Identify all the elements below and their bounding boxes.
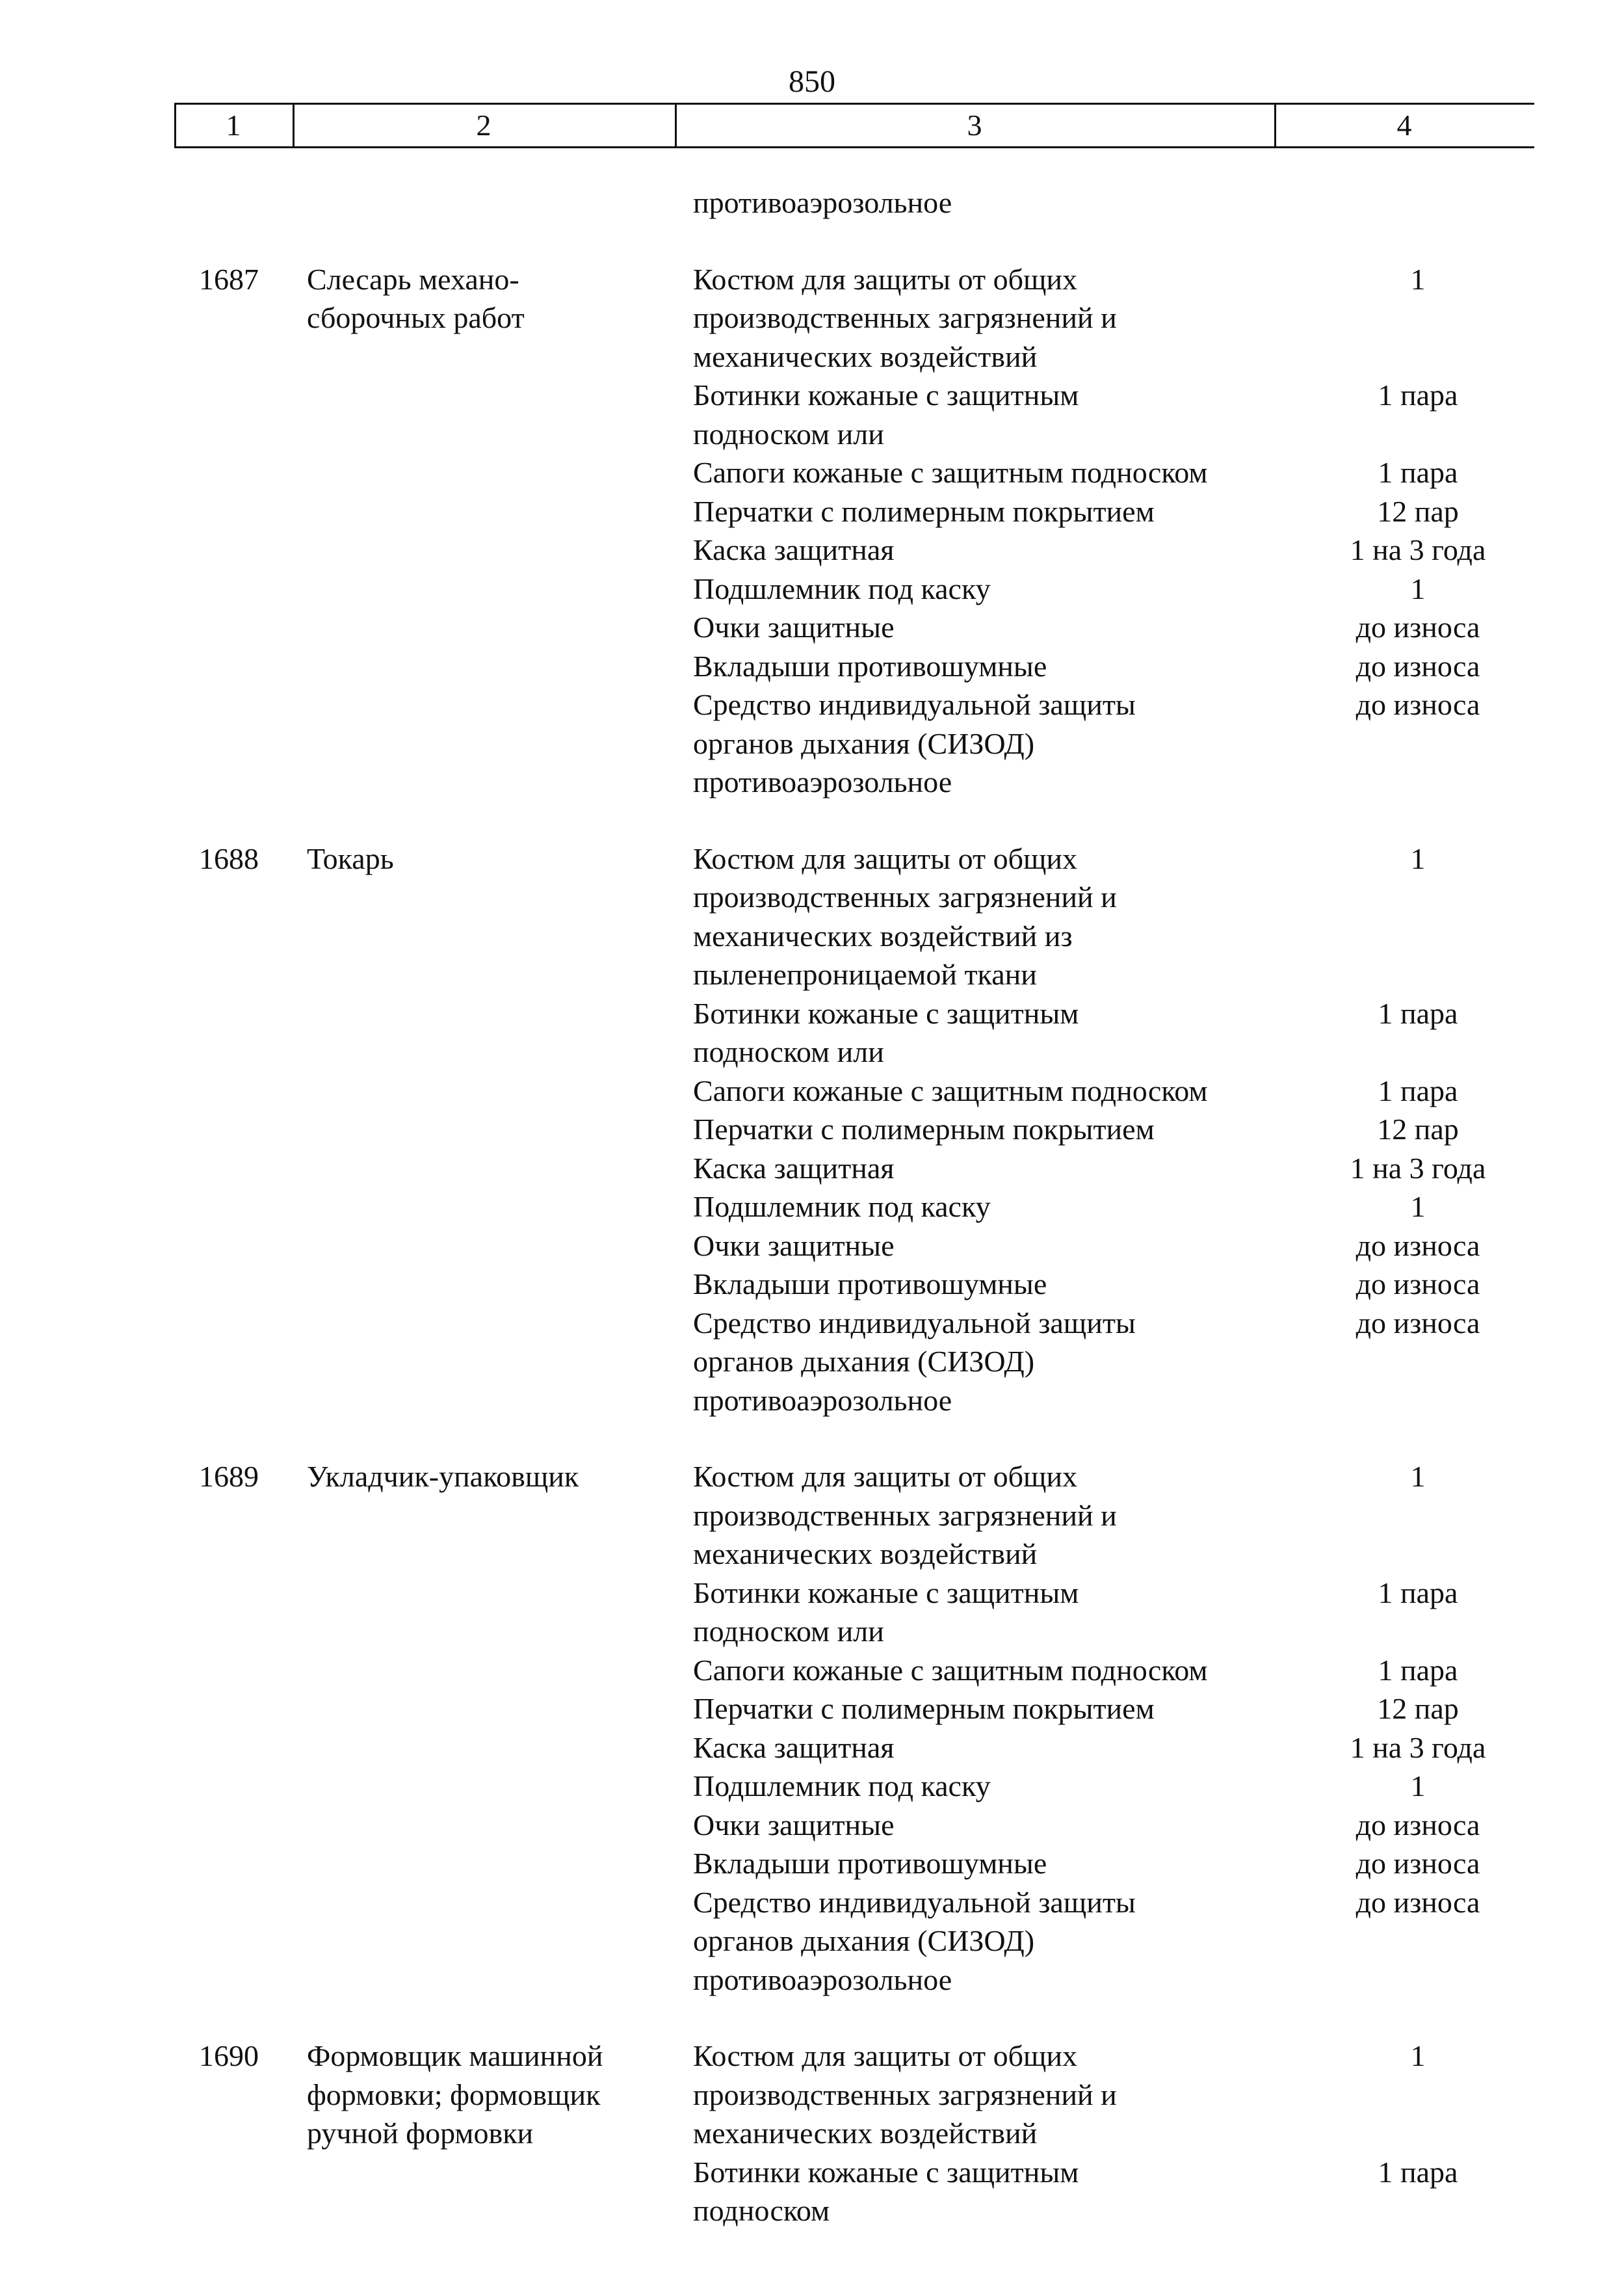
equipment-name-line: подноском или	[693, 1035, 884, 1068]
issue-norm: 12 пар	[1377, 1113, 1459, 1146]
equipment-name	[693, 1265, 1304, 1304]
equipment-item	[693, 1304, 1480, 1420]
equipment-name-line: подноском или	[693, 417, 884, 451]
equipment-name-line: механических воздействий	[693, 1537, 1038, 1570]
row-spacer	[0, 222, 1624, 260]
equipment-name	[693, 839, 1304, 994]
row-number: 1687	[199, 262, 259, 296]
issue-norm: 1	[1410, 262, 1426, 296]
equipment-name-line: Костюм для защиты от общих	[693, 262, 1078, 296]
equipment-name-line: Средство индивидуальной защиты	[693, 688, 1136, 721]
equipment-name-line: Ботинки кожаные с защитным	[693, 996, 1079, 1030]
issue-norm: 1	[1410, 1460, 1426, 1493]
equipment-name-line: Сапоги кожаные с защитным подноском	[693, 456, 1208, 489]
table-row	[0, 839, 1624, 1420]
equipment-name	[693, 570, 1304, 609]
continuation-text: противоаэрозольное	[693, 186, 952, 219]
equipment-name-line: подноском	[693, 2194, 830, 2227]
column-header-equipment: 3	[967, 109, 982, 142]
equipment-name-line: противоаэрозольное	[693, 1383, 952, 1417]
issue-norm: до износа	[1356, 611, 1480, 644]
equipment-name-line: Перчатки с полимерным покрытием	[693, 494, 1155, 528]
equipment-name-line: производственных загрязнений и	[693, 880, 1117, 914]
equipment-name	[693, 1806, 1304, 1845]
equipment-name-line: механических воздействий	[693, 339, 1038, 373]
equipment-item	[693, 2037, 1426, 2153]
issue-norm: до износа	[1356, 1306, 1480, 1339]
occupation-line: сборочных работ	[307, 301, 525, 334]
occupation-name	[307, 839, 658, 878]
equipment-item	[693, 453, 1458, 492]
equipment-list	[693, 2037, 1458, 2230]
equipment-name	[693, 1149, 1304, 1188]
issue-norm: до износа	[1356, 1847, 1480, 1880]
equipment-name	[693, 453, 1304, 492]
equipment-name	[693, 531, 1304, 570]
equipment-item	[693, 492, 1459, 531]
equipment-name	[693, 994, 1304, 1072]
equipment-name-line: Подшлемник под каску	[693, 572, 991, 605]
equipment-item	[693, 685, 1480, 802]
occupation-line: Слесарь механо-	[307, 262, 519, 296]
table-row	[0, 260, 1624, 802]
ppe-table-body	[0, 183, 1624, 2230]
equipment-item	[693, 839, 1426, 994]
equipment-item	[693, 1728, 1486, 1767]
equipment-name-line: Ботинки кожаные с защитным	[693, 378, 1079, 412]
issue-norm: до износа	[1356, 688, 1480, 721]
issue-norm: 1 пара	[1378, 1576, 1458, 1609]
issue-norm: 1 пара	[1378, 1653, 1458, 1687]
occupation-name	[307, 2037, 658, 2153]
equipment-name-line: Костюм для защиты от общих	[693, 841, 1078, 875]
column-header-occupation: 2	[476, 109, 491, 142]
issue-norm: 1 на 3 года	[1350, 1730, 1486, 1764]
equipment-item	[693, 1689, 1459, 1728]
equipment-item	[693, 1110, 1459, 1149]
equipment-name	[693, 1574, 1304, 1651]
occupation-name	[307, 1457, 658, 1496]
table-row	[0, 1457, 1624, 1999]
equipment-name-line: Перчатки с полимерным покрытием	[693, 1113, 1155, 1146]
equipment-name-line: пыленепроницаемой ткани	[693, 958, 1037, 991]
issue-norm: до износа	[1356, 1808, 1480, 1841]
equipment-name	[693, 608, 1304, 647]
issue-norm: до износа	[1356, 1228, 1480, 1262]
equipment-name	[693, 1844, 1304, 1883]
equipment-item	[693, 1883, 1480, 1999]
equipment-name-line: Очки защитные	[693, 1228, 895, 1262]
issue-norm: 1	[1410, 1190, 1426, 1223]
row-spacer	[0, 1999, 1624, 2037]
equipment-item	[693, 647, 1480, 686]
equipment-name-line: Подшлемник под каску	[693, 1769, 991, 1802]
equipment-name-line: Вкладыши противошумные	[693, 649, 1047, 683]
equipment-name	[693, 1226, 1304, 1265]
equipment-item	[693, 376, 1458, 453]
occupation-line: ручной формовки	[307, 2117, 534, 2150]
equipment-name-line: Костюм для защиты от общих	[693, 1460, 1078, 1493]
equipment-name	[693, 1689, 1304, 1728]
equipment-item	[693, 1844, 1480, 1883]
issue-norm: 1	[1410, 841, 1426, 875]
column-header-norm: 4	[1396, 109, 1412, 142]
occupation-line: Формовщик машинной	[307, 2039, 603, 2072]
equipment-name-line: Вкладыши противошумные	[693, 1847, 1047, 1880]
equipment-item	[693, 1149, 1486, 1188]
issue-norm: 1 пара	[1378, 1074, 1458, 1107]
equipment-name	[693, 2153, 1304, 2230]
equipment-name-line: Каска защитная	[693, 1151, 895, 1185]
equipment-name	[693, 1187, 1304, 1226]
occupation-line: Токарь	[307, 841, 394, 875]
issue-norm: 1 пара	[1378, 2155, 1458, 2189]
occupation-name	[307, 260, 658, 337]
equipment-name-line: Ботинки кожаные с защитным	[693, 2155, 1079, 2189]
equipment-name-line: механических воздействий из	[693, 919, 1073, 953]
equipment-item	[693, 260, 1426, 376]
equipment-name-line: Ботинки кожаные с защитным	[693, 1576, 1079, 1609]
issue-norm: 1	[1410, 1769, 1426, 1802]
equipment-item	[693, 1226, 1480, 1265]
equipment-list	[693, 1457, 1486, 1999]
issue-norm: 1	[1410, 2039, 1426, 2072]
equipment-name-line: Сапоги кожаные с защитным подноском	[693, 1074, 1208, 1107]
issue-norm: до износа	[1356, 649, 1480, 683]
equipment-name-line: Средство индивидуальной защиты	[693, 1306, 1136, 1339]
equipment-name-line: Вкладыши противошумные	[693, 1267, 1047, 1300]
column-header-number: 1	[226, 109, 241, 142]
row-spacer	[0, 802, 1624, 839]
equipment-name	[693, 492, 1304, 531]
equipment-item	[693, 1457, 1426, 1574]
equipment-name-line: органов дыхания (СИЗОД)	[693, 726, 1035, 760]
equipment-name-line: производственных загрязнений и	[693, 301, 1117, 334]
equipment-name	[693, 376, 1304, 453]
equipment-name-line: Очки защитные	[693, 1808, 895, 1841]
occupation-line: формовки; формовщик	[307, 2078, 601, 2111]
equipment-name-line: противоаэрозольное	[693, 765, 952, 798]
row-spacer	[0, 1419, 1624, 1457]
equipment-list	[693, 839, 1486, 1420]
issue-norm: до износа	[1356, 1885, 1480, 1919]
equipment-name-line: подноском или	[693, 1615, 884, 1648]
issue-norm: 1 на 3 года	[1350, 1151, 1486, 1185]
column-header-row	[174, 103, 1534, 148]
equipment-name	[693, 1883, 1304, 1999]
equipment-item	[693, 1265, 1480, 1304]
page-number: 850	[789, 64, 835, 99]
equipment-item	[693, 1187, 1426, 1226]
equipment-item	[693, 1072, 1458, 1111]
occupation-line: Укладчик-упаковщик	[307, 1460, 579, 1493]
issue-norm: 12 пар	[1377, 1692, 1459, 1725]
equipment-name-line: органов дыхания (СИЗОД)	[693, 1345, 1035, 1378]
equipment-name-line: Перчатки с полимерным покрытием	[693, 1692, 1155, 1725]
equipment-item	[693, 608, 1480, 647]
issue-norm: 1 пара	[1378, 456, 1458, 489]
issue-norm: до износа	[1356, 1267, 1480, 1300]
equipment-name	[693, 1457, 1304, 1574]
equipment-item	[693, 1574, 1458, 1651]
equipment-name-line: Каска защитная	[693, 533, 895, 566]
equipment-name	[693, 1304, 1304, 1420]
equipment-name-line: Каска защитная	[693, 1730, 895, 1764]
equipment-name	[693, 647, 1304, 686]
equipment-list	[693, 260, 1486, 802]
row-number: 1689	[199, 1460, 259, 1493]
equipment-item	[693, 531, 1486, 570]
issue-norm: 1 пара	[1378, 378, 1458, 412]
equipment-name-line: Подшлемник под каску	[693, 1190, 991, 1223]
equipment-name	[693, 685, 1304, 802]
equipment-name-line: Костюм для защиты от общих	[693, 2039, 1078, 2072]
row-number: 1690	[199, 2039, 259, 2072]
equipment-name	[693, 2037, 1304, 2153]
equipment-name-line: Средство индивидуальной защиты	[693, 1885, 1136, 1919]
issue-norm: 1	[1410, 572, 1426, 605]
table-row	[0, 2037, 1624, 2230]
equipment-name-line: противоаэрозольное	[693, 1962, 952, 1996]
equipment-name-line: механических воздействий	[693, 2117, 1038, 2150]
equipment-name	[693, 1728, 1304, 1767]
issue-norm: 1 пара	[1378, 996, 1458, 1030]
equipment-name	[693, 1651, 1304, 1690]
equipment-item	[693, 570, 1426, 609]
issue-norm: 1 на 3 года	[1350, 533, 1486, 566]
equipment-item	[693, 994, 1458, 1072]
row-number: 1688	[199, 841, 259, 875]
equipment-name	[693, 1110, 1304, 1149]
equipment-name	[693, 1767, 1304, 1806]
equipment-name-line: Очки защитные	[693, 611, 895, 644]
equipment-name	[693, 1072, 1304, 1111]
equipment-item	[693, 1767, 1426, 1806]
equipment-item	[693, 1806, 1480, 1845]
equipment-name-line: органов дыхания (СИЗОД)	[693, 1924, 1035, 1957]
equipment-name	[693, 260, 1304, 376]
equipment-item	[693, 1651, 1458, 1690]
equipment-name-line: Сапоги кожаные с защитным подноском	[693, 1653, 1208, 1687]
equipment-name-line: производственных загрязнений и	[693, 1498, 1117, 1532]
equipment-item	[693, 2153, 1458, 2230]
issue-norm: 12 пар	[1377, 494, 1459, 528]
equipment-name-line: производственных загрязнений и	[693, 2078, 1117, 2111]
